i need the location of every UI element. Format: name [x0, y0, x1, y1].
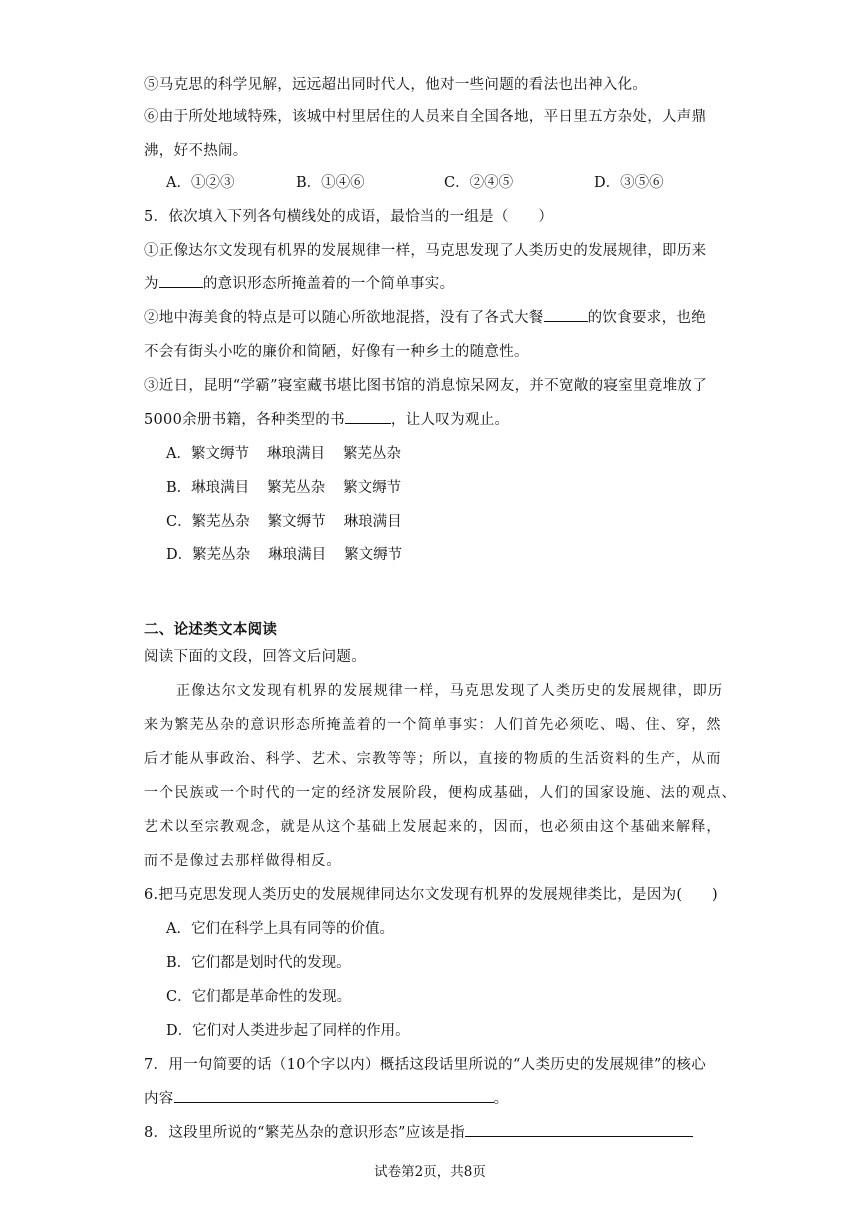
page-footer: 试卷第2页，共8页 [374, 1164, 486, 1180]
q5-sentence-1-line1: ①正像达尔文发现有机界的发展规律一样，马克思发现了人类历史的发展规律，即历来 [144, 243, 707, 259]
passage-line: 后才能从事政治、科学、艺术、宗教等等；所以，直接的物质的生活资料的生产，从而 [144, 751, 722, 767]
q5-sentence-2-line2: 不会有街头小吃的廉价和简陋，好像有一种乡土的随意性。 [144, 344, 529, 360]
passage-line: 艺术以至宗教观念，就是从这个基础上发展起来的，因而，也必须由这个基础来解释， [144, 819, 722, 835]
q6-option-b[interactable]: B．它们都是划时代的发现。 [166, 955, 351, 971]
q5-option-d[interactable]: D．繁芜丛杂 琳琅满目 繁文缛节 [166, 547, 403, 563]
q7-stem-line1: 7．用一句简要的话（10个字以内）概括这段话里所说的“人类历史的发展规律”的核心 [144, 1057, 706, 1073]
q4-item-6-line2: 沸，好不热闹。 [144, 143, 248, 159]
q5-stem: 5．依次填入下列各句横线处的成语，最恰当的一组是（ ） [144, 209, 554, 225]
q8-stem: 8．这段里所说的“繁芜丛杂的意识形态”应该是指 [144, 1122, 693, 1144]
q4-option-c[interactable]: C．②④⑤ [444, 175, 514, 191]
passage-line: 而不是像过去那样做得相反。 [144, 853, 342, 869]
section-intro: 阅读下面的文段，回答文后问题。 [144, 649, 366, 665]
q6-stem: 6.把马克思发现人类历史的发展规律同达尔文发现有机界的发展规律类比，是因为( ) [144, 887, 718, 903]
q4-option-a[interactable]: A．①②③ [166, 175, 235, 191]
q4-option-d[interactable]: D．③⑤⑥ [594, 175, 664, 191]
q5-option-c[interactable]: C．繁芜丛杂 繁文缛节 琳琅满目 [166, 514, 402, 530]
q6-option-c[interactable]: C．它们都是革命性的发现。 [166, 989, 352, 1005]
q5-sentence-3-line2: 5000余册书籍，各种类型的书 ，让人叹为观止。 [144, 409, 509, 431]
q7-stem-line2: 内容 。 [144, 1088, 508, 1110]
q4-options [166, 172, 664, 194]
q5-option-b[interactable]: B．琳琅满目 繁芜丛杂 繁文缛节 [166, 480, 402, 496]
q5-sentence-1-line2: 为 的意识形态所掩盖着的一个简单事实。 [144, 273, 454, 295]
q6-option-a[interactable]: A．它们在科学上具有同等的价值。 [166, 921, 394, 937]
q7-answer-blank[interactable] [174, 1088, 494, 1103]
q5-sentence-3-line1: ③近日，昆明“学霸”寝室藏书堪比图书馆的消息惊呆网友，并不宽敞的寝室里竟堆放了 [144, 378, 708, 394]
passage-line: 一个民族或一个时代的一定的经济发展阶段，便构成基础，人们的国家设施、法的观点、 [144, 785, 737, 801]
q5-blank-2[interactable] [544, 307, 588, 322]
passage-line: 正像达尔文发现有机界的发展规律一样，马克思发现了人类历史的发展规律，即历 [176, 683, 724, 699]
q6-option-d[interactable]: D．它们对人类进步起了同样的作用。 [166, 1023, 410, 1039]
q5-sentence-2-line1: ②地中海美食的特点是可以随心所欲地混搭，没有了各式大餐 的饮食要求，也绝 [144, 307, 706, 329]
q4-item-5: ⑤马克思的科学见解，远远超出同时代人，他对一些问题的看法也出神入化。 [144, 77, 648, 93]
q5-option-a[interactable]: A．繁文缛节 琳琅满目 繁芜丛杂 [166, 446, 401, 462]
q8-answer-blank[interactable] [465, 1122, 693, 1137]
section-title: 二、论述类文本阅读 [144, 622, 278, 638]
q5-blank-3[interactable] [345, 409, 391, 424]
q4-option-b[interactable]: B．①④⑥ [296, 175, 365, 191]
passage-line: 来为繁芜丛杂的意识形态所掩盖着的一个简单事实：人们首先必须吃、喝、住、穿，然 [144, 717, 722, 733]
q5-blank-1[interactable] [159, 273, 203, 288]
q4-item-6-line1: ⑥由于所处地域特殊，该城中村里居住的人员来自全国各地，平日里五方杂处，人声鼎 [144, 109, 707, 125]
